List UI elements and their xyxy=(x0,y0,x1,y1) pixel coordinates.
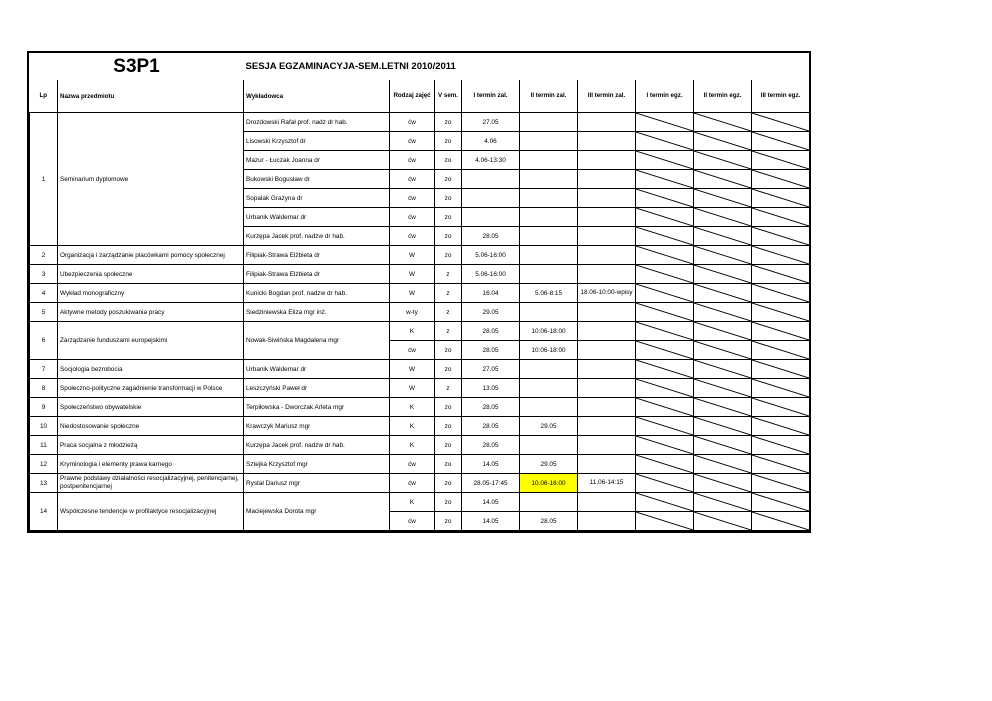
cell-lecturer: Krawczyk Mariusz mgr xyxy=(244,417,390,436)
crossed-out-cell xyxy=(752,417,810,436)
cell-lp: 11 xyxy=(30,436,58,455)
col-lp: Lp xyxy=(30,80,58,113)
cell-t3z xyxy=(578,303,636,322)
cell-lp: 5 xyxy=(30,303,58,322)
cell-subject: Ubezpieczenia społeczne xyxy=(58,265,244,284)
cell-vsem: zo xyxy=(435,436,462,455)
crossed-out-cell xyxy=(636,493,694,512)
cell-vsem: zo xyxy=(435,455,462,474)
cell-subject: Zarządzanie funduszami europejskimi xyxy=(58,322,244,360)
crossed-out-cell xyxy=(694,417,752,436)
cell-type: W xyxy=(390,284,435,303)
cell-vsem: z xyxy=(435,322,462,341)
cell-t1z: 28.05 xyxy=(462,322,520,341)
cell-t3z xyxy=(578,246,636,265)
cell-t1z xyxy=(462,208,520,227)
cell-lp: 6 xyxy=(30,322,58,360)
cell-vsem: zo xyxy=(435,170,462,189)
cell-lp: 4 xyxy=(30,284,58,303)
crossed-out-cell xyxy=(636,189,694,208)
cell-vsem: zo xyxy=(435,189,462,208)
cell-t3z xyxy=(578,512,636,531)
col-subject: Nazwa przedmiotu xyxy=(58,80,244,113)
cell-t2z: 10.06-16:00 xyxy=(520,474,578,493)
crossed-out-cell xyxy=(636,208,694,227)
crossed-out-cell xyxy=(636,379,694,398)
cell-lecturer: Sztejka Krzysztof mgr xyxy=(244,455,390,474)
crossed-out-cell xyxy=(694,493,752,512)
cell-vsem: z xyxy=(435,265,462,284)
col-term1-exam: I termin egz. xyxy=(636,80,694,113)
cell-lp: 12 xyxy=(30,455,58,474)
cell-subject: Niedostosowanie społeczne xyxy=(58,417,244,436)
cell-subject: Kryminologia i elementy prawa karnego xyxy=(58,455,244,474)
table-row xyxy=(30,474,810,493)
cell-type: ćw xyxy=(390,474,435,493)
cell-vsem: z xyxy=(435,379,462,398)
cell-type: K xyxy=(390,417,435,436)
crossed-out-cell xyxy=(694,512,752,531)
cell-t3z xyxy=(578,341,636,360)
table-row xyxy=(30,360,810,379)
cell-t2z xyxy=(520,303,578,322)
crossed-out-cell xyxy=(694,132,752,151)
crossed-out-cell xyxy=(694,474,752,493)
column-header-row xyxy=(30,80,810,113)
table-row xyxy=(30,436,810,455)
cell-t1z: 28.05 xyxy=(462,436,520,455)
cell-lecturer: Mazur - Łuczak Joanna dr xyxy=(244,151,390,170)
cell-t2z: 29.05 xyxy=(520,455,578,474)
cell-subject: Społeczeństwo obywatelskie xyxy=(58,398,244,417)
cell-t2z: 10:06-18:00 xyxy=(520,322,578,341)
crossed-out-cell xyxy=(752,436,810,455)
cell-t1z: 27.05 xyxy=(462,360,520,379)
cell-lecturer: Urbanik Waldemar dr xyxy=(244,360,390,379)
crossed-out-cell xyxy=(752,151,810,170)
crossed-out-cell xyxy=(636,398,694,417)
cell-type: W xyxy=(390,379,435,398)
cell-t2z: 28.05 xyxy=(520,512,578,531)
cell-lp: 13 xyxy=(30,474,58,493)
cell-subject: Prawne podstawy działalności resocjalizacyjnej, penitencjarnej, postpenitencjarnej xyxy=(58,474,244,493)
cell-lecturer: Kurzępa Jacek prof. nadzw dr hab. xyxy=(244,227,390,246)
cell-lp: 10 xyxy=(30,417,58,436)
crossed-out-cell xyxy=(752,284,810,303)
cell-t3z: 11.06-14:15 xyxy=(578,474,636,493)
cell-t2z xyxy=(520,227,578,246)
cell-t1z: 28.05 xyxy=(462,341,520,360)
table-row xyxy=(30,493,810,512)
cell-t2z: 10:06-18:00 xyxy=(520,341,578,360)
cell-t2z: 29.05 xyxy=(520,417,578,436)
cell-type: W xyxy=(390,360,435,379)
cell-t3z xyxy=(578,493,636,512)
cell-lecturer: Kunicki Bogdan prof. nadzw dr hab. xyxy=(244,284,390,303)
cell-lecturer: Leszczyński Paweł dr xyxy=(244,379,390,398)
cell-t3z xyxy=(578,151,636,170)
exam-schedule-sheet xyxy=(27,51,811,533)
cell-t2z xyxy=(520,113,578,132)
cell-type: K xyxy=(390,493,435,512)
cell-vsem: zo xyxy=(435,493,462,512)
cell-type: w-ty xyxy=(390,303,435,322)
crossed-out-cell xyxy=(752,132,810,151)
crossed-out-cell xyxy=(694,246,752,265)
col-term3-credit: III termin zal. xyxy=(578,80,636,113)
crossed-out-cell xyxy=(694,284,752,303)
col-lecturer: Wykładowca xyxy=(244,80,390,113)
cell-t1z xyxy=(462,170,520,189)
cell-vsem: zo xyxy=(435,227,462,246)
crossed-out-cell xyxy=(752,113,810,132)
table-row xyxy=(30,322,810,341)
cell-type: ćw xyxy=(390,341,435,360)
cell-t3z xyxy=(578,208,636,227)
cell-vsem: zo xyxy=(435,113,462,132)
crossed-out-cell xyxy=(636,417,694,436)
crossed-out-cell xyxy=(694,265,752,284)
sheet-title: SESJA EGZAMINACYJA-SEM.LETNI 2010/2011 xyxy=(245,61,456,72)
crossed-out-cell xyxy=(694,398,752,417)
cell-lecturer: Lisowski Krzysztof dr xyxy=(244,132,390,151)
cell-lecturer: Maciejewska Dorota mgr xyxy=(244,493,390,531)
crossed-out-cell xyxy=(752,512,810,531)
cell-lecturer: Filipiak-Strawa Elżbieta dr xyxy=(244,265,390,284)
crossed-out-cell xyxy=(752,398,810,417)
crossed-out-cell xyxy=(752,493,810,512)
cell-t1z: 14.05 xyxy=(462,493,520,512)
crossed-out-cell xyxy=(752,379,810,398)
cell-lp: 2 xyxy=(30,246,58,265)
cell-vsem: zo xyxy=(435,151,462,170)
cell-t1z: 28.05 xyxy=(462,398,520,417)
cell-type: ćw xyxy=(390,132,435,151)
table-row xyxy=(30,398,810,417)
cell-t2z xyxy=(520,493,578,512)
cell-lecturer: Siedziniewska Eliza mgr inż. xyxy=(244,303,390,322)
crossed-out-cell xyxy=(752,474,810,493)
cell-t2z xyxy=(520,379,578,398)
cell-vsem: zo xyxy=(435,512,462,531)
table-row xyxy=(30,113,810,132)
cell-t3z xyxy=(578,265,636,284)
cell-lecturer: Sopalak Grażyna dr xyxy=(244,189,390,208)
cell-t2z: 5.06-8:15 xyxy=(520,284,578,303)
cell-t3z xyxy=(578,398,636,417)
cell-vsem: zo xyxy=(435,417,462,436)
crossed-out-cell xyxy=(636,455,694,474)
cell-t2z xyxy=(520,265,578,284)
cell-subject: Organizacja i zarządzanie placówkami pomocy społecznej xyxy=(58,246,244,265)
cell-vsem: z xyxy=(435,284,462,303)
cell-vsem: z xyxy=(435,303,462,322)
table-row xyxy=(30,417,810,436)
crossed-out-cell xyxy=(694,436,752,455)
cell-lecturer: Urbanik Waldemar dr xyxy=(244,208,390,227)
crossed-out-cell xyxy=(636,303,694,322)
cell-subject: Aktywne metody poszukiwania pracy xyxy=(58,303,244,322)
table-row xyxy=(30,246,810,265)
cell-t3z xyxy=(578,322,636,341)
crossed-out-cell xyxy=(694,208,752,227)
crossed-out-cell xyxy=(636,360,694,379)
cell-lecturer: Drozdowski Rafał prof. nadz dr hab. xyxy=(244,113,390,132)
table-row xyxy=(30,455,810,474)
crossed-out-cell xyxy=(636,132,694,151)
cell-t3z xyxy=(578,170,636,189)
cell-t3z xyxy=(578,227,636,246)
cell-t2z xyxy=(520,360,578,379)
col-term2-credit: II termin zal. xyxy=(520,80,578,113)
crossed-out-cell xyxy=(694,227,752,246)
table-row xyxy=(30,284,810,303)
cell-type: K xyxy=(390,322,435,341)
crossed-out-cell xyxy=(694,151,752,170)
cell-vsem: zo xyxy=(435,246,462,265)
cell-vsem: zo xyxy=(435,398,462,417)
cell-t1z: 28.05 xyxy=(462,227,520,246)
cell-t1z: 14.05 xyxy=(462,455,520,474)
col-term2-exam: II termin egz. xyxy=(694,80,752,113)
cell-t1z: 29.05 xyxy=(462,303,520,322)
crossed-out-cell xyxy=(694,322,752,341)
cell-vsem: zo xyxy=(435,208,462,227)
cell-type: ćw xyxy=(390,189,435,208)
cell-t2z xyxy=(520,151,578,170)
col-term1-credit: I termin zal. xyxy=(462,80,520,113)
cell-t1z: 28.05-17:45 xyxy=(462,474,520,493)
crossed-out-cell xyxy=(636,265,694,284)
crossed-out-cell xyxy=(752,246,810,265)
cell-type: ćw xyxy=(390,113,435,132)
crossed-out-cell xyxy=(694,455,752,474)
schedule-table xyxy=(29,53,810,531)
cell-t1z: 4.06 xyxy=(462,132,520,151)
cell-vsem: zo xyxy=(435,474,462,493)
crossed-out-cell xyxy=(694,379,752,398)
crossed-out-cell xyxy=(752,322,810,341)
crossed-out-cell xyxy=(752,341,810,360)
cell-vsem: zo xyxy=(435,132,462,151)
table-row xyxy=(30,265,810,284)
cell-t1z: 14.05 xyxy=(462,512,520,531)
cell-subject: Socjologia bezrobocia xyxy=(58,360,244,379)
cell-subject: Praca socjalna z młodzieżą xyxy=(58,436,244,455)
col-term3-exam: III termin egz. xyxy=(752,80,810,113)
cell-t3z xyxy=(578,132,636,151)
cell-t1z xyxy=(462,189,520,208)
cell-type: ćw xyxy=(390,208,435,227)
cell-type: ćw xyxy=(390,227,435,246)
crossed-out-cell xyxy=(752,208,810,227)
crossed-out-cell xyxy=(636,113,694,132)
crossed-out-cell xyxy=(752,455,810,474)
cell-subject: Współczesne tendencje w profilaktyce resocjalizacyjnej xyxy=(58,493,244,531)
cell-type: ćw xyxy=(390,512,435,531)
cell-t1z: 5.06-16:00 xyxy=(462,265,520,284)
cell-t3z xyxy=(578,379,636,398)
cell-t2z xyxy=(520,246,578,265)
cell-t2z xyxy=(520,398,578,417)
cell-t2z xyxy=(520,132,578,151)
crossed-out-cell xyxy=(694,341,752,360)
crossed-out-cell xyxy=(636,246,694,265)
cell-t1z: 4.06-13:30 xyxy=(462,151,520,170)
cell-lecturer: Kurzępa Jacek prof. nadzw dr hab. xyxy=(244,436,390,455)
crossed-out-cell xyxy=(636,341,694,360)
cell-lecturer: Filipiak-Strawa Elżbieta dr xyxy=(244,246,390,265)
cell-t2z xyxy=(520,189,578,208)
cell-type: W xyxy=(390,265,435,284)
table-row xyxy=(30,379,810,398)
cell-subject: Społeczno-polityczne zagadnienie transformacji w Polsce xyxy=(58,379,244,398)
cell-type: ćw xyxy=(390,170,435,189)
crossed-out-cell xyxy=(694,113,752,132)
cell-lecturer: Terpiłowska - Dworczak Arleta mgr xyxy=(244,398,390,417)
cell-vsem: zo xyxy=(435,341,462,360)
crossed-out-cell xyxy=(752,303,810,322)
col-type: Rodzaj zajęć xyxy=(390,80,435,113)
cell-lp: 9 xyxy=(30,398,58,417)
cell-t1z: 5.06-16:00 xyxy=(462,246,520,265)
crossed-out-cell xyxy=(636,436,694,455)
cell-lecturer: Rystał Dariusz mgr xyxy=(244,474,390,493)
cell-t3z xyxy=(578,436,636,455)
crossed-out-cell xyxy=(636,322,694,341)
cell-t1z: 27.05 xyxy=(462,113,520,132)
cell-lp: 7 xyxy=(30,360,58,379)
cell-t3z xyxy=(578,189,636,208)
cell-lp: 3 xyxy=(30,265,58,284)
crossed-out-cell xyxy=(752,170,810,189)
cell-type: K xyxy=(390,398,435,417)
crossed-out-cell xyxy=(752,360,810,379)
crossed-out-cell xyxy=(694,170,752,189)
crossed-out-cell xyxy=(636,151,694,170)
cell-t1z: 13.05 xyxy=(462,379,520,398)
cell-lecturer: Nowak-Siwińska Magdalena mgr xyxy=(244,322,390,360)
crossed-out-cell xyxy=(694,189,752,208)
cell-lp: 8 xyxy=(30,379,58,398)
cell-vsem: zo xyxy=(435,360,462,379)
crossed-out-cell xyxy=(752,265,810,284)
crossed-out-cell xyxy=(636,512,694,531)
sheet-code: S3P1 xyxy=(113,55,160,77)
cell-t3z xyxy=(578,455,636,474)
cell-t2z xyxy=(520,208,578,227)
cell-lp: 1 xyxy=(30,113,58,246)
cell-t2z xyxy=(520,436,578,455)
cell-lp: 14 xyxy=(30,493,58,531)
cell-t3z xyxy=(578,360,636,379)
crossed-out-cell xyxy=(752,227,810,246)
cell-lecturer: Bukowski Bogusław dr xyxy=(244,170,390,189)
cell-t1z: 28.05 xyxy=(462,417,520,436)
table-row xyxy=(30,303,810,322)
cell-t1z: 16.04 xyxy=(462,284,520,303)
crossed-out-cell xyxy=(636,170,694,189)
crossed-out-cell xyxy=(636,284,694,303)
cell-type: W xyxy=(390,246,435,265)
crossed-out-cell xyxy=(752,189,810,208)
cell-type: K xyxy=(390,436,435,455)
col-vsem: V sem. xyxy=(435,80,462,113)
cell-type: ćw xyxy=(390,151,435,170)
crossed-out-cell xyxy=(694,360,752,379)
cell-t3z xyxy=(578,417,636,436)
cell-subject: Wykład monograficzny xyxy=(58,284,244,303)
cell-t3z: 18.06-10:00-wpisy xyxy=(578,284,636,303)
cell-t2z xyxy=(520,170,578,189)
cell-t3z xyxy=(578,113,636,132)
crossed-out-cell xyxy=(636,227,694,246)
crossed-out-cell xyxy=(694,303,752,322)
cell-type: ćw xyxy=(390,455,435,474)
cell-subject: Seminarium dyplomowe xyxy=(58,113,244,246)
crossed-out-cell xyxy=(636,474,694,493)
